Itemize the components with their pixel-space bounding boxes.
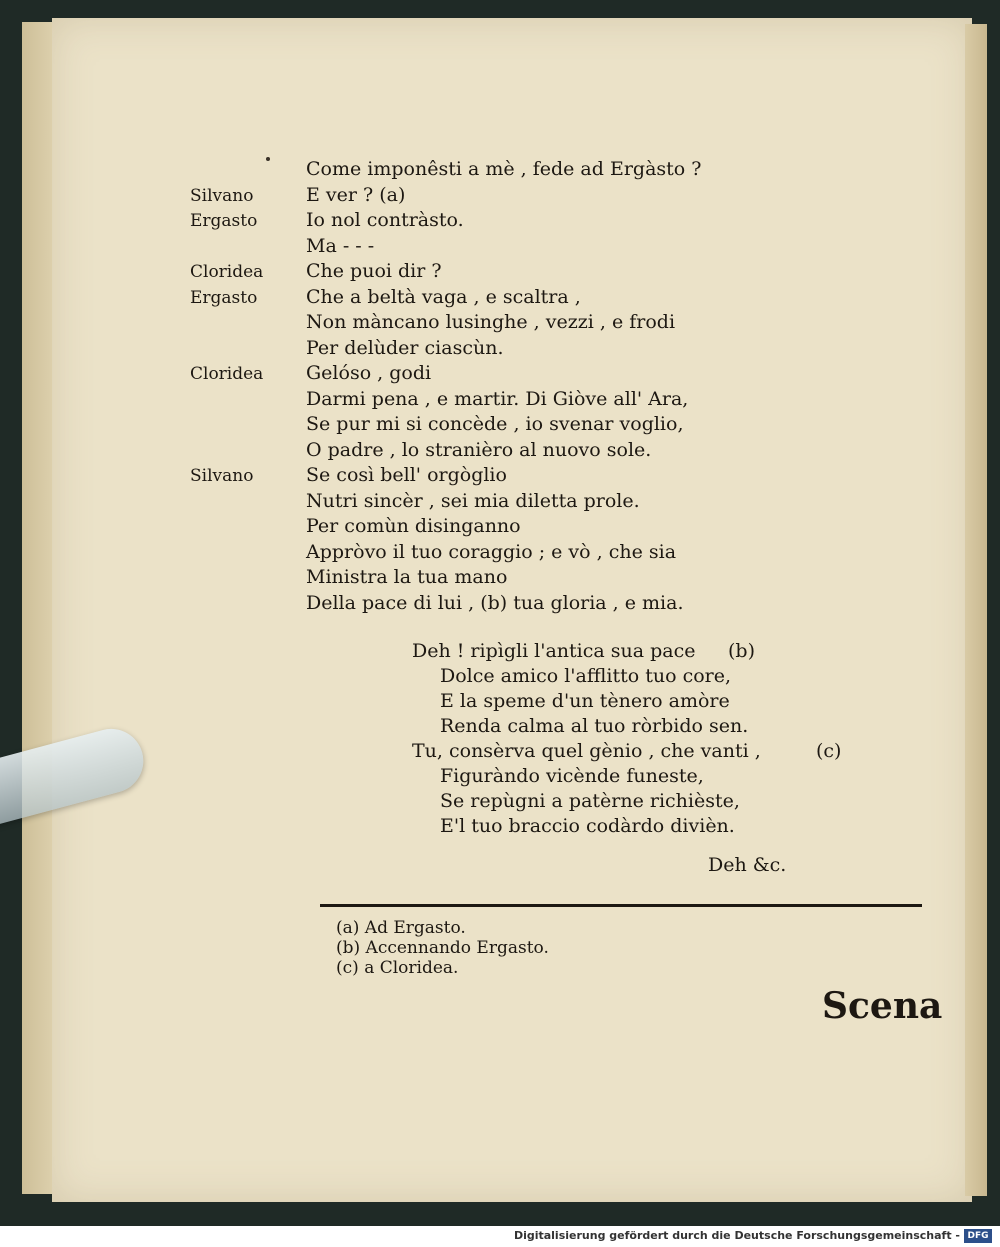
dialogue-line: E ver ? (a) bbox=[306, 183, 406, 206]
aria-line: E'l tuo braccio codàrdo divièn. bbox=[440, 815, 735, 837]
dialogue-line: Se così bell' orgòglio bbox=[306, 464, 507, 486]
dialogue-line: Della pace di lui , (b) tua gloria , e mia. bbox=[306, 591, 684, 614]
footnote: (a) Ad Ergasto. bbox=[336, 918, 466, 938]
ink-dot bbox=[266, 157, 270, 161]
dialogue-line: Se pur mi si concède , io svenar voglio, bbox=[306, 413, 684, 435]
speaker-name: Silvano bbox=[190, 466, 254, 486]
aria-line: Figuràndo vicènde funeste, bbox=[440, 765, 704, 787]
footnote-rule bbox=[320, 904, 922, 907]
dialogue-line: Ma - - - bbox=[306, 234, 375, 257]
catchword: Scena bbox=[822, 985, 943, 1027]
footnote: (c) a Cloridea. bbox=[336, 958, 459, 978]
aria-line: E la speme d'un tènero amòre bbox=[440, 690, 730, 712]
dialogue-line: Per comùn disinganno bbox=[306, 515, 521, 537]
speaker-name: Cloridea bbox=[190, 364, 264, 384]
dfg-logo: DFG bbox=[964, 1229, 992, 1243]
aria-footnote-mark: (c) bbox=[816, 740, 842, 762]
speaker-name: Cloridea bbox=[190, 262, 264, 282]
dialogue-line: Per delùder ciascùn. bbox=[306, 336, 504, 359]
dialogue-line: Non màncano lusinghe , vezzi , e frodi bbox=[306, 311, 676, 333]
aria-line: Tu, consèrva quel gènio , che vanti , bbox=[412, 740, 761, 762]
speaker-name: Silvano bbox=[190, 185, 254, 206]
dialogue-line: Ministra la tua mano bbox=[306, 566, 508, 588]
aria-line: Renda calma al tuo ròrbido sen. bbox=[440, 715, 749, 737]
dialogue-line: Io nol contràsto. bbox=[306, 209, 464, 231]
dialogue-line: O padre , lo stranièro al nuovo sole. bbox=[306, 438, 652, 461]
speaker-name: Ergasto bbox=[190, 287, 258, 308]
aria-line: Deh ! ripìgli l'antica sua pace bbox=[412, 640, 696, 662]
aria-line: Dolce amico l'afflitto tuo core, bbox=[440, 665, 732, 687]
dialogue-line: Appròvo il tuo coraggio ; e vò , che sia bbox=[306, 540, 677, 563]
footnote: (b) Accennando Ergasto. bbox=[336, 938, 549, 958]
aria-end: Deh &c. bbox=[708, 854, 787, 876]
dialogue-line: Come imponêsti a mè , fede ad Ergàsto ? bbox=[306, 158, 702, 180]
dialogue-line: Che puoi dir ? bbox=[306, 260, 442, 282]
dialogue-line: Nutri sincèr , sei mia diletta prole. bbox=[306, 489, 640, 512]
dialogue-line: Gelóso , godi bbox=[306, 362, 432, 384]
page-right-edge bbox=[965, 24, 987, 1196]
aria-footnote-mark: (b) bbox=[728, 640, 755, 662]
aria-line: Se repùgni a patèrne richièste, bbox=[440, 790, 740, 812]
dialogue-line: Darmi pena , e martir. Di Giòve all' Ara, bbox=[306, 387, 689, 410]
speaker-name: Ergasto bbox=[190, 211, 258, 231]
digitization-credit: Digitalisierung gefördert durch die Deutsche Forschungsgemeinschaft - bbox=[513, 1229, 960, 1242]
dialogue-line: Che a beltà vaga , e scaltra , bbox=[306, 285, 581, 308]
